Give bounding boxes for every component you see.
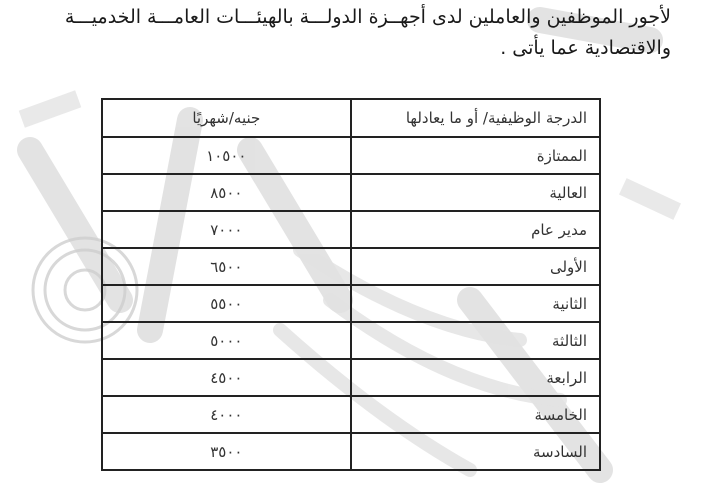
intro-line-1: لأجور الموظفين والعاملين لدى أجهــزة الدولـــة بالهيئـــات العامـــة الخدميـــة — [64, 6, 671, 28]
table-row — [102, 211, 600, 248]
table-row — [102, 359, 600, 396]
table-row — [102, 174, 600, 211]
grade-cell: الثانية — [351, 285, 600, 322]
amount-cell: ٤٠٠٠ — [102, 396, 351, 433]
intro-line-2: والاقتصادية عما يأتى . — [500, 37, 671, 59]
grade-cell: الثالثة — [351, 322, 600, 359]
grade-cell: الرابعة — [351, 359, 600, 396]
grade-cell: الأولى — [351, 248, 600, 285]
table-row — [102, 433, 600, 470]
amount-cell: ٥٠٠٠ — [102, 322, 351, 359]
amount-cell: ١٠٥٠٠ — [102, 137, 351, 174]
table-header-row — [102, 99, 600, 137]
header-amount: جنيه/شهريًا — [102, 99, 351, 137]
amount-cell: ٦٥٠٠ — [102, 248, 351, 285]
amount-cell: ٣٥٠٠ — [102, 433, 351, 470]
amount-cell: ٨٥٠٠ — [102, 174, 351, 211]
table-row — [102, 396, 600, 433]
grade-cell: العالية — [351, 174, 600, 211]
header-grade: الدرجة الوظيفية/ أو ما يعادلها — [351, 99, 600, 137]
table-row — [102, 248, 600, 285]
grade-cell: مدير عام — [351, 211, 600, 248]
salary-grades-table — [101, 98, 601, 471]
intro-paragraph — [31, 2, 671, 64]
amount-cell: ٧٠٠٠ — [102, 211, 351, 248]
table-row — [102, 137, 600, 174]
amount-cell: ٥٥٠٠ — [102, 285, 351, 322]
grade-cell: السادسة — [351, 433, 600, 470]
amount-cell: ٤٥٠٠ — [102, 359, 351, 396]
grade-cell: الممتازة — [351, 137, 600, 174]
table-row — [102, 285, 600, 322]
table-row — [102, 322, 600, 359]
grade-cell: الخامسة — [351, 396, 600, 433]
